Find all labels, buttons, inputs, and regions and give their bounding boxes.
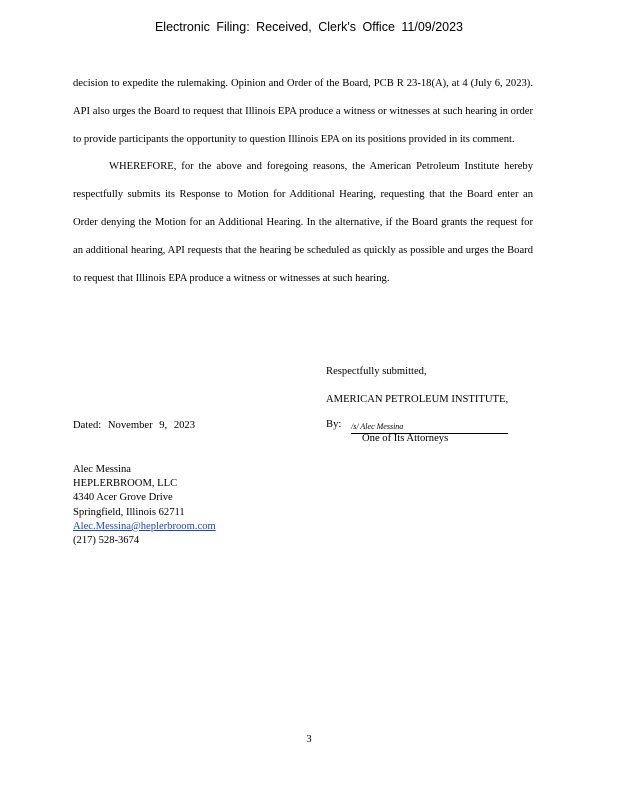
body-paragraph-continuation: decision to expedite the rulemaking. Opinion and Order of the Board, PCB R 23-18(A), at 4 (July 6, 2023). API also urges the Board to request that Illinois EPA produce a witness or witnesses at such hearing in order to provide participants the opportunity to question Illinois EPA on its positions provided in its comment.	[73, 78, 533, 145]
document-body	[73, 70, 533, 292]
counsel-address-block	[73, 463, 236, 548]
counsel-street: 4340 Acer Grove Drive	[73, 492, 173, 504]
counsel-phone: (217) 528-3674	[73, 535, 140, 547]
by-label: By:	[326, 419, 342, 430]
dated-line: Dated: November 9, 2023	[73, 420, 196, 431]
filing-stamp-header: Electronic Filing: Received, Clerk's Office 11/09/2023	[154, 20, 464, 34]
signature-line: /s/ Alec Messina	[351, 421, 508, 434]
body-paragraph-wherefore: WHEREFORE, for the above and foregoing reasons, the American Petroleum Institute hereby respectfully submits its Response to Motion for Additional Hearing, requesting that the Board enter an Order denying the Motion for an Additional Hearing. In the alternative, if the Board grants the request for an additional hearing, API requests that the hearing be scheduled as quickly as possible and urges the Board to request that Illinois EPA produce a witness or witnesses at such hearing.	[73, 161, 533, 284]
counsel-city: Springfield, Illinois 62711	[73, 506, 185, 518]
counsel-email-link[interactable]: Alec.Messina@heplerbroom.com	[73, 520, 216, 532]
signature-block	[326, 364, 508, 449]
page-number: 3	[306, 734, 312, 745]
attorney-role: One of Its Attorneys	[362, 433, 449, 444]
organization-name: AMERICAN PETROLEUM INSTITUTE,	[326, 393, 509, 405]
closing-text: Respectfully submitted,	[326, 366, 427, 377]
by-row	[326, 419, 508, 449]
counsel-firm: HEPLERBROOM, LLC	[73, 478, 178, 490]
counsel-name: Alec Messina	[73, 464, 131, 475]
